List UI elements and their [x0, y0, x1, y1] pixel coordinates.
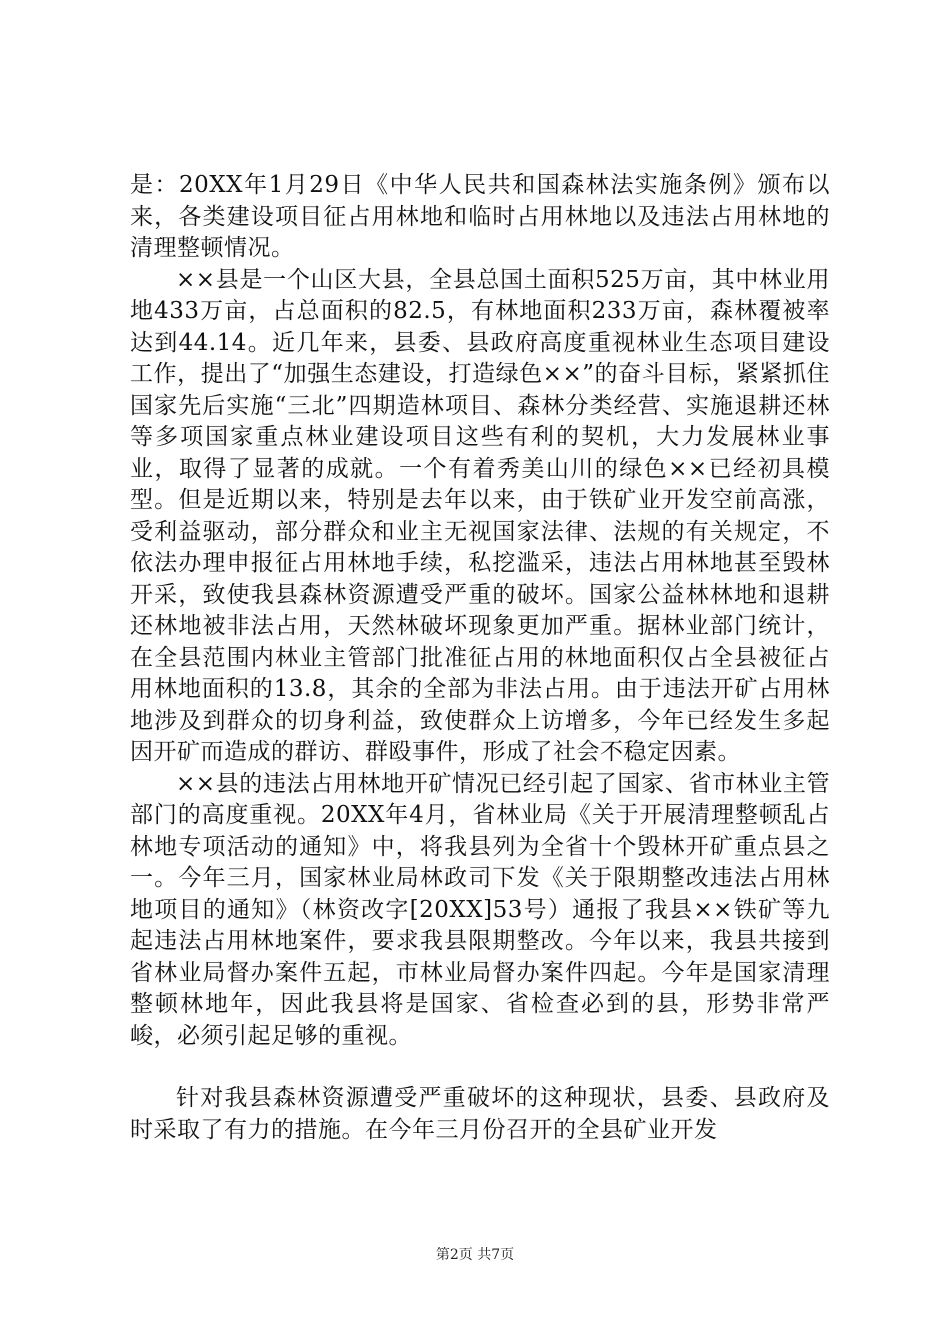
- page-number-footer: 第2页 共7页: [435, 1247, 515, 1263]
- paragraph-continuation: 是：20XX年1月29日《中华人民共和国森林法实施条例》颁布以来，各类建设项目征占用林地和临时占用林地以及违法占用林地的清理整顿情况。: [130, 172, 830, 261]
- document-body: [130, 170, 830, 1146]
- paragraph-county-overview: ××县是一个山区大县，全县总国土面积525万亩，其中林业用地433万亩，占总面积的82.5，有林地面积233万亩，森林覆被率达到44.14。近几年来，县委、县政府高度重视林业生态项目建设工作，提出了“加强生态建设，打造绿色××”的奋斗目标，紧紧抓住国家先后实施“三北”四期造林项目、森林分类经营、实施退耕还林等多项国家重点林业建设项目这些有利的契机，大力发展林业事业，取得了显著的成就。一个有着秀美山川的绿色××已经初具模型。但是近期以来，特别是去年以来，由于铁矿业开发空前高涨，受利益驱动，部分群众和业主无视国家法律、法规的有关规定，不依法办理申报征占用林地手续，私挖滥采，违法占用林地甚至毁林开采，致使我县森林资源遭受严重的破坏。国家公益林林地和退耕还林地被非法占用，天然林破坏现象更加严重。据林业部门统计，在全县范围内林业主管部门批准征占用的林地面积仅占全县被征占用林地面积的13.8，其余的全部为非法占用。由于违法开矿占用林地涉及到群众的切身利益，致使群众上访增多，今年已经发生多起因开矿而造成的群访、群殴事件，形成了社会不稳定因素。: [130, 266, 830, 765]
- paragraph-attention: ××县的违法占用林地开矿情况已经引起了国家、省市林业主管部门的高度重视。20XX年4月，省林业局《关于开展清理整顿乱占林地专项活动的通知》中，将我县列为全省十个毁林开矿重点县之一。今年三月，国家林业局林政司下发《关于限期整改违法占用林地项目的通知》（林资改字[20XX]53号）通报了我县××铁矿等九起违法占用林地案件，要求我县限期整改。今年以来，我县共接到省林业局督办案件五起，市林业局督办案件四起。今年是国家清理整顿林地年，因此我县将是国家、省检查必到的县，形势非常严峻，必须引起足够的重视。: [130, 770, 830, 1049]
- paragraph-measures: 针对我县森林资源遭受严重破坏的这种现状，县委、县政府及时采取了有力的措施。在今年三月份召开的全县矿业开发: [130, 1085, 830, 1143]
